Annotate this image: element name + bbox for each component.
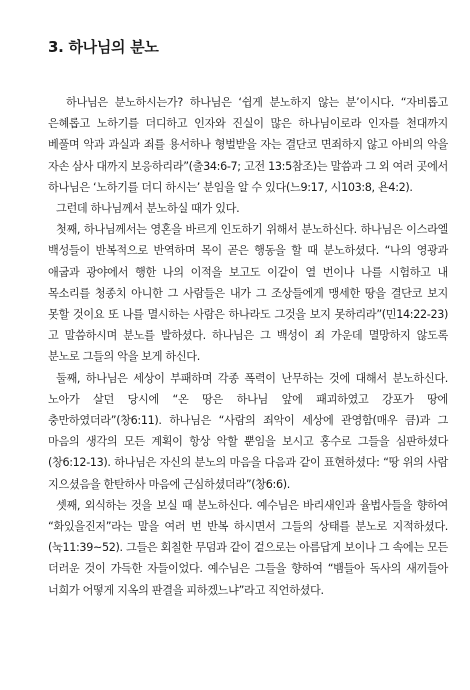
paragraph-transition: 그런데 하나님께서 분노하실 때가 있다. (56, 202, 240, 216)
paragraph-intro: 하나님은 분노하시는가? 하나님은 ‘쉽게 분노하지 않는 분’이시다. “자비롭고 은혜롭고 노하기를 더디하고 인자와 진실이 많은 하나님이로라 인자를 천대까지 베풀며 악과 과실과 죄를 용서하나 형벌받을 자는 결단코 면죄하지 않고 아비의 악을 자손 삼사 대까지 보응하리라”(출34:6-7; 고전 13:5참조)는 말씀과 그 외 여러 곳에서 하나님은 ‘노하기를 더디 하시는’ 분임을 알 수 있다(느9:17, 시103:8, 욘4:2). (48, 96, 448, 194)
paragraph-first: 첫째, 하나님께서는 영혼을 바르게 인도하기 위해서 분노하신다. 하나님은 이스라엘 백성들이 반복적으로 반역하며 목이 곧은 행동을 할 때 분노하셨다. “나의 영광과 애굽과 광야에서 행한 나의 이적을 보고도 이같이 열 번이나 나를 시험하고 내 목소리를 청종치 아니한 그 사람들은 내가 그 조상들에게 맹세한 땅을 결단코 보지 못할 것이요 또 나를 멸시하는 사람은 하나라도 그것을 보지 못하리라”(민14:22-23)고 말씀하시며 분노를 발하셨다. 하나님은 그 백성이 죄 가운데 멸망하지 않도록 분노로 그들의 악을 보게 하신다. (48, 223, 448, 364)
paragraph-third: 셋째, 외식하는 것을 보실 때 분노하신다. 예수님은 바리새인과 율법사들을 향하여 “화있을진저”라는 말을 여러 번 반복 하시면서 그들의 상태를 분노로 지적하셨다.(눅11:39~52). 그들은 회칠한 무덤과 같이 겉으로는 아름답게 보이나 그 속에는 모든 더러운 것이 가득한 자들이었다. 예수님은 그들을 향하여 “뱀들아 독사의 새끼들아 너희가 어떻게 지옥의 판결을 피하겠느냐”라고 직언하셨다. (48, 498, 448, 597)
section-title: 3. 하나님의 분노 (48, 38, 159, 56)
body-text (48, 92, 448, 601)
paragraph-second: 둘째, 하나님은 세상이 부패하며 각종 폭력이 난무하는 것에 대해서 분노하신다. 노아가 살던 당시에 “온 땅은 하나님 앞에 패괴하였고 강포가 땅에 충만하였더라”(창6:11). 하나님은 “사람의 죄악이 세상에 관영함(매우 큼)과 그 마음의 생각의 모든 계획이 항상 악할 뿐임을 보시고 홍수로 그들을 심판하셨다(창6:12-13). 하나님은 자신의 분노의 마음을 다음과 같이 표현하셨다: “땅 위의 사람 지으셨음을 한탄하사 마음에 근심하셨더라”(창6:6). (48, 371, 448, 491)
